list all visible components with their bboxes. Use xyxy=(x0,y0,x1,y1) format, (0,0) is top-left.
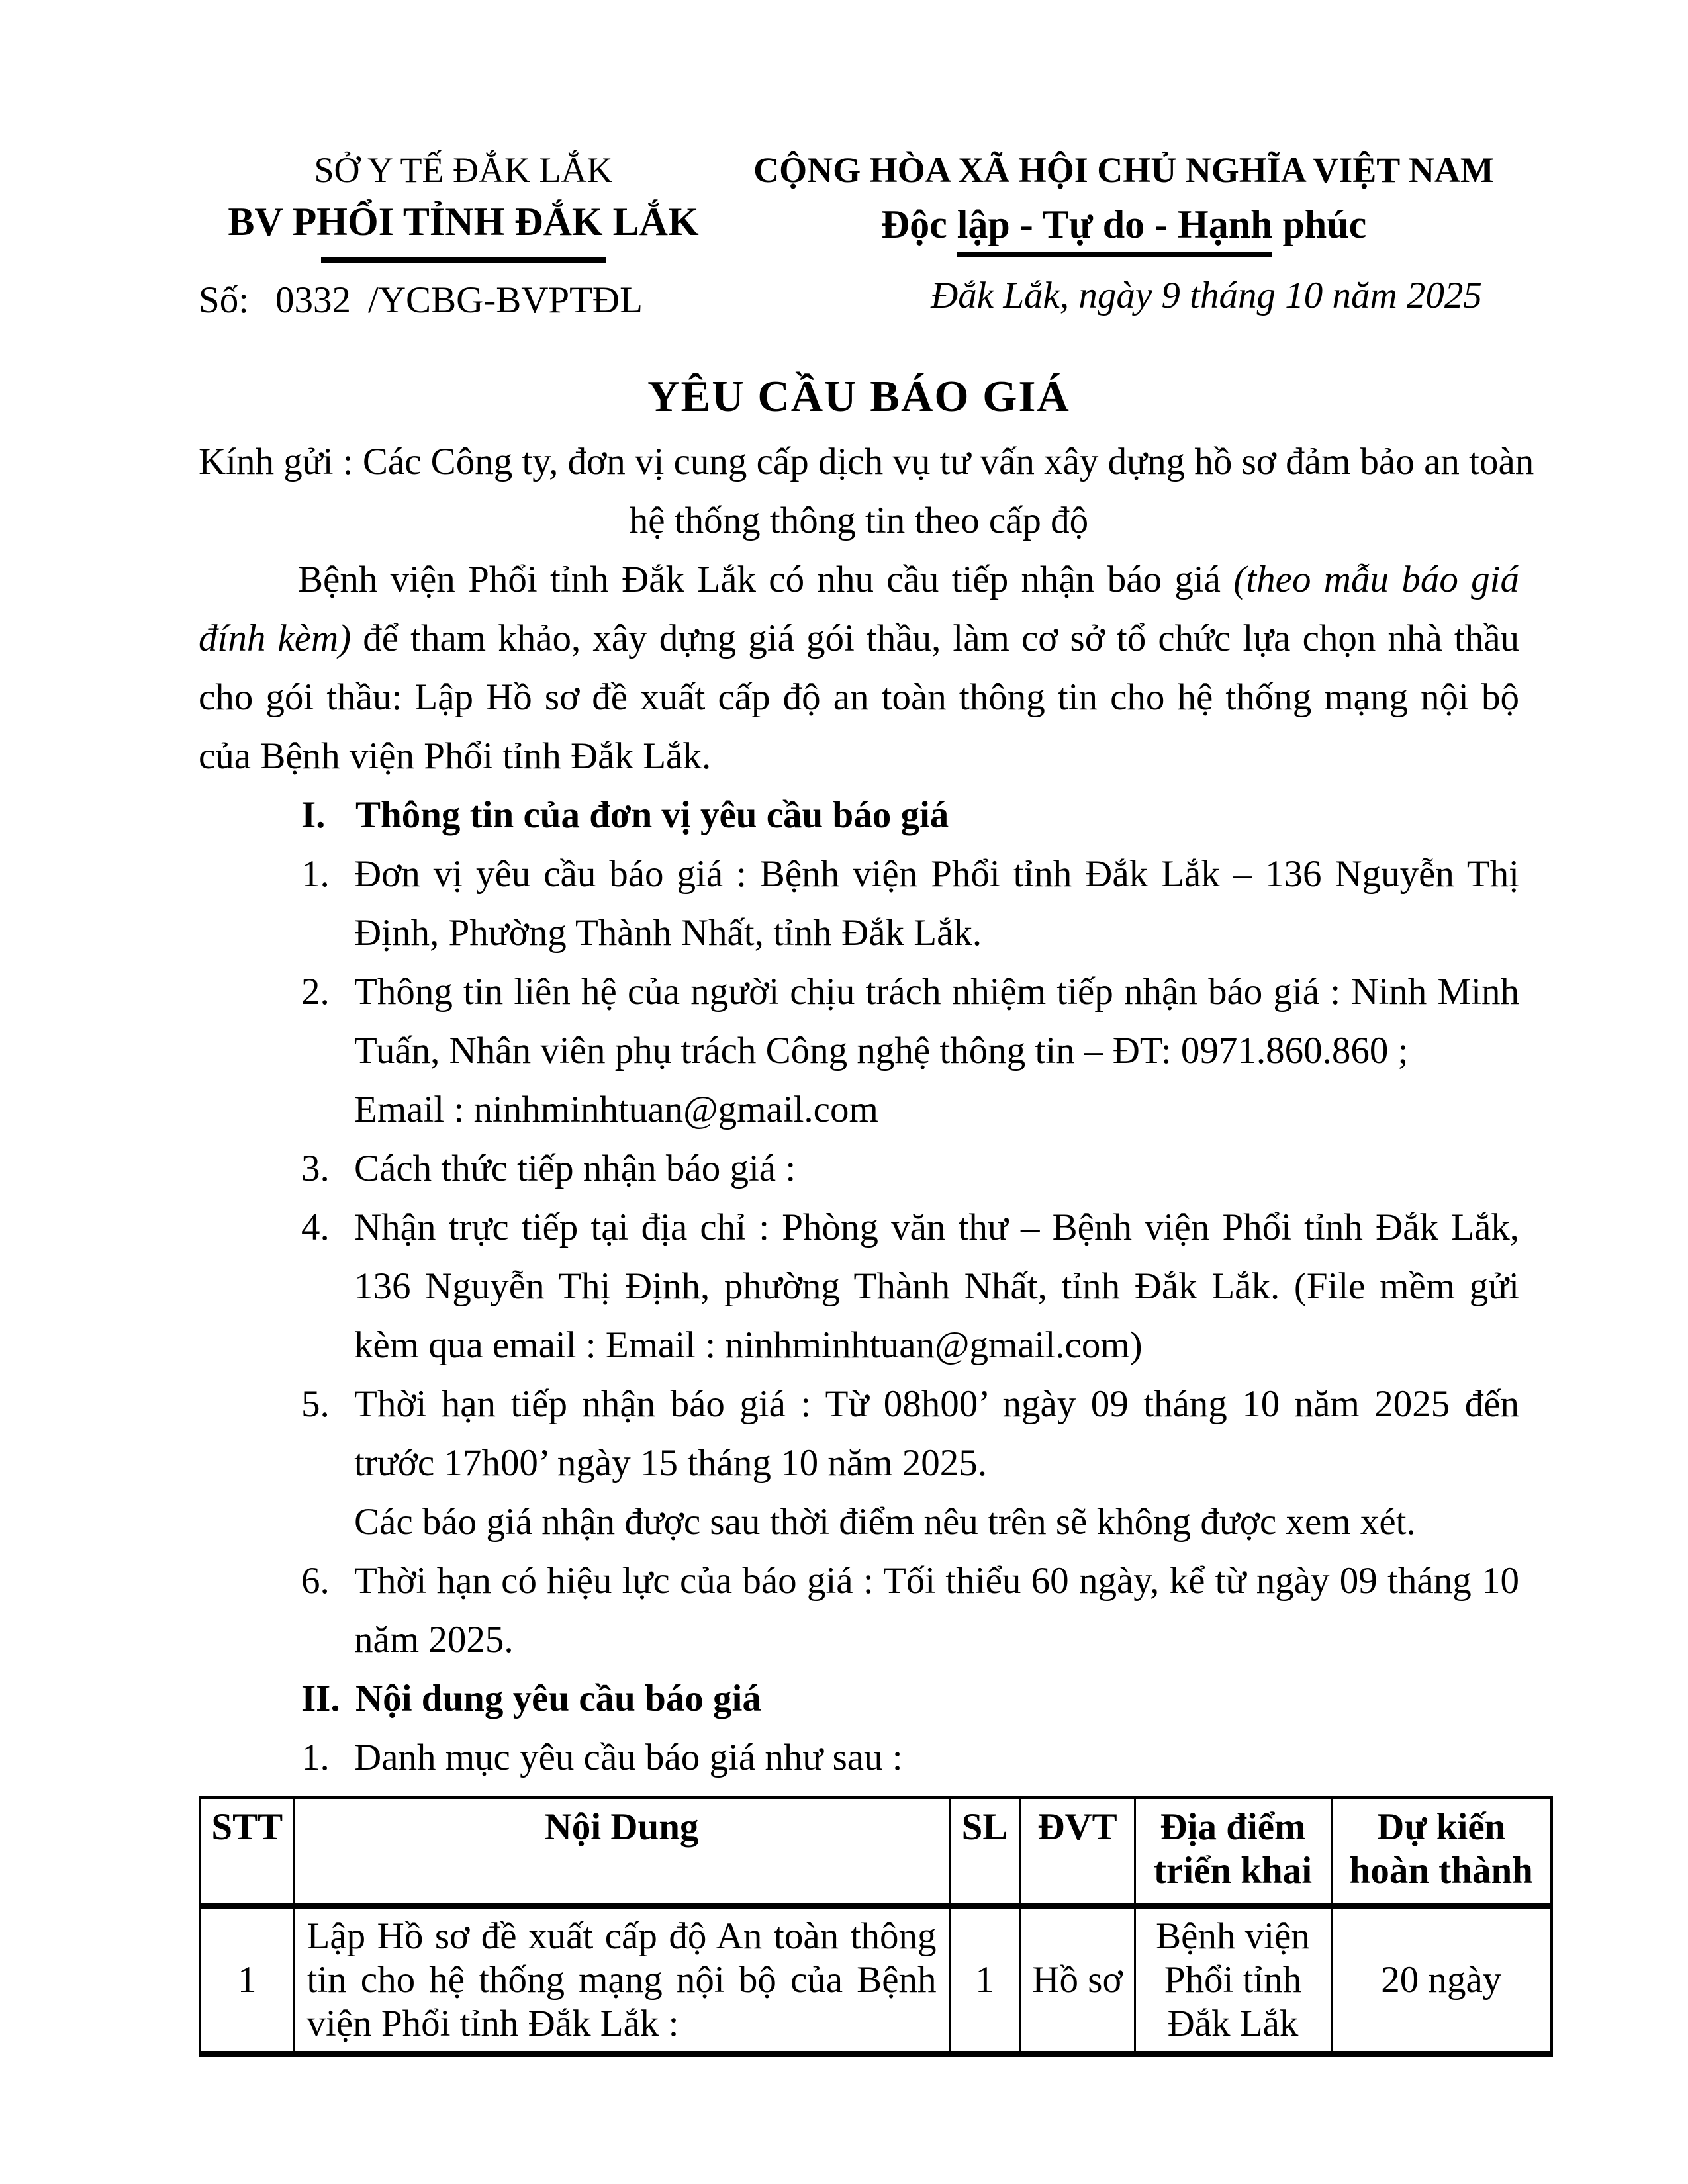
cell-dvt: Hồ sơ xyxy=(1020,1907,1135,2054)
col-header-stt: STT xyxy=(200,1797,294,1907)
list-item-1-number: 1. xyxy=(301,853,330,895)
col-header-noi-dung: Nội Dung xyxy=(294,1797,949,1907)
list-item-5-number: 5. xyxy=(301,1383,330,1425)
section-2-number: II. xyxy=(301,1678,340,1719)
section-2-item-1-text: Danh mục yêu cầu báo giá như sau : xyxy=(354,1737,903,1778)
greeting-line-2: hệ thống thông tin theo cấp độ xyxy=(629,500,1089,541)
list-item-6 xyxy=(199,1551,1519,1669)
national-title: CỘNG HÒA XÃ HỘI CHỦ NGHĨA VIỆT NAM xyxy=(753,150,1494,190)
list-item-2-number: 2. xyxy=(301,971,330,1013)
section-2-item-1-number: 1. xyxy=(301,1737,330,1778)
document-number-label: Số: xyxy=(199,279,250,321)
greeting-line-1: Kính gửi : Các Công ty, đơn vị cung cấp dịch vụ tư vấn xây dựng hồ sơ đảm bảo an toàn xyxy=(199,441,1534,482)
motto-underlined: lập - Tự do - Hạnh xyxy=(957,201,1273,257)
list-item-2-email-line: Email : ninhminhtuan@gmail.com xyxy=(354,1089,878,1130)
list-item-3-text: Cách thức tiếp nhận báo giá : xyxy=(354,1148,796,1189)
list-item-4-number: 4. xyxy=(301,1206,330,1248)
document-header xyxy=(199,149,1519,324)
motto-suffix: phúc xyxy=(1272,203,1367,246)
list-item-2-text: Thông tin liên hệ của người chịu trách nhiệm tiếp nhận báo giá : Ninh Minh Tuấn, Nhân viên phụ trách Công nghệ thông tin – ĐT: 0971.860.860 ; xyxy=(354,971,1519,1071)
document-title: YÊU CẦU BÁO GIÁ xyxy=(647,372,1070,421)
list-item-5 xyxy=(199,1375,1519,1492)
list-item-3 xyxy=(199,1139,1519,1198)
col-header-dvt: ĐVT xyxy=(1020,1797,1135,1907)
table-row xyxy=(200,1907,1552,2054)
org-name: BV PHỔI TỈNH ĐẮK LẮK xyxy=(228,200,699,244)
quotation-table xyxy=(199,1796,1553,2057)
list-item-4-text: Nhận trực tiếp tại địa chỉ : Phòng văn thư – Bệnh viện Phổi tỉnh Đắk Lắk, 136 Nguyễn Thị Định, phường Thành Nhất, tỉnh Đắk Lắk. (File mềm gửi kèm qua email : Email : ninhminhtuan@gmail.com) xyxy=(354,1206,1519,1366)
list-item-2 xyxy=(199,962,1519,1080)
list-item-1 xyxy=(199,844,1519,962)
list-item-1-text: Đơn vị yêu cầu báo giá : Bệnh viện Phổi tỉnh Đắk Lắk – 136 Nguyễn Thị Định, Phường Thành Nhất, tỉnh Đắk Lắk. xyxy=(354,853,1519,954)
list-item-6-text: Thời hạn có hiệu lực của báo giá : Tối thiểu 60 ngày, kể từ ngày 09 tháng 10 năm 2025. xyxy=(354,1560,1519,1661)
document-number-line xyxy=(199,277,728,324)
national-header-block xyxy=(728,149,1519,319)
cell-noi-dung: Lập Hồ sơ đề xuất cấp độ An toàn thông tin cho hệ thống mạng nội bộ của Bệnh viện Phổi tỉnh Đắk Lắk : xyxy=(294,1907,949,2054)
section-2-heading xyxy=(199,1669,1519,1728)
section-2-title: Nội dung yêu cầu báo giá xyxy=(355,1678,761,1719)
parent-org-name: SỞ Y TẾ ĐẮK LẮK xyxy=(314,150,613,190)
table-header-row xyxy=(200,1797,1552,1907)
quotation-table-header xyxy=(200,1797,1552,1907)
place-date-line: Đắk Lắk, ngày 9 tháng 10 năm 2025 xyxy=(931,275,1482,316)
quotation-table-body xyxy=(200,1907,1552,2054)
motto-prefix: Độc xyxy=(880,203,957,246)
cell-dia-diem: Bệnh viện Phổi tỉnh Đắk Lắk xyxy=(1135,1907,1331,2054)
col-header-du-kien: Dự kiến hoàn thành xyxy=(1331,1797,1552,1907)
list-item-5-note-line: Các báo giá nhận được sau thời điểm nêu trên sẽ không được xem xét. xyxy=(354,1501,1416,1543)
greeting-block xyxy=(199,432,1534,550)
list-item-4 xyxy=(199,1198,1519,1375)
intro-text-start: Bệnh viện Phổi tỉnh Đắk Lắk có nhu cầu tiếp nhận báo giá xyxy=(298,559,1234,600)
list-item-3-number: 3. xyxy=(301,1148,330,1189)
section-1-title: Thông tin của đơn vị yêu cầu báo giá xyxy=(355,794,949,836)
issuing-org-block xyxy=(199,149,728,324)
section-2-item-1 xyxy=(199,1728,1519,1787)
cell-sl: 1 xyxy=(949,1907,1020,2054)
col-header-dia-diem: Địa điểm triển khai xyxy=(1135,1797,1331,1907)
intro-text-end: để tham khảo, xây dựng giá gói thầu, làm cơ sở tổ chức lựa chọn nhà thầu cho gói thầu: Lập Hồ sơ đề xuất cấp độ an toàn thông tin cho hệ thống mạng nội bộ của Bệnh viện Phổi tỉnh Đắk Lắk. xyxy=(199,617,1519,777)
list-item-5-text: Thời hạn tiếp nhận báo giá : Từ 08h00’ ngày 09 tháng 10 năm 2025 đến trước 17h00’ ngày 15 tháng 10 năm 2025. xyxy=(354,1383,1519,1484)
section-1-heading xyxy=(199,786,1519,844)
org-name-rule xyxy=(321,257,606,263)
intro-paragraph xyxy=(199,550,1519,786)
national-motto xyxy=(728,201,1519,257)
document-number-value: 0332 xyxy=(275,279,352,321)
col-header-sl: SL xyxy=(949,1797,1020,1907)
cell-stt: 1 xyxy=(200,1907,294,2054)
document-number-suffix: /YCBG-BVPTĐL xyxy=(368,279,643,321)
section-1-number: I. xyxy=(301,794,326,836)
intro-italic-note: (theo mẫu báo giá đính kèm) xyxy=(199,559,1519,659)
list-item-6-number: 6. xyxy=(301,1560,330,1602)
cell-du-kien: 20 ngày xyxy=(1331,1907,1552,2054)
